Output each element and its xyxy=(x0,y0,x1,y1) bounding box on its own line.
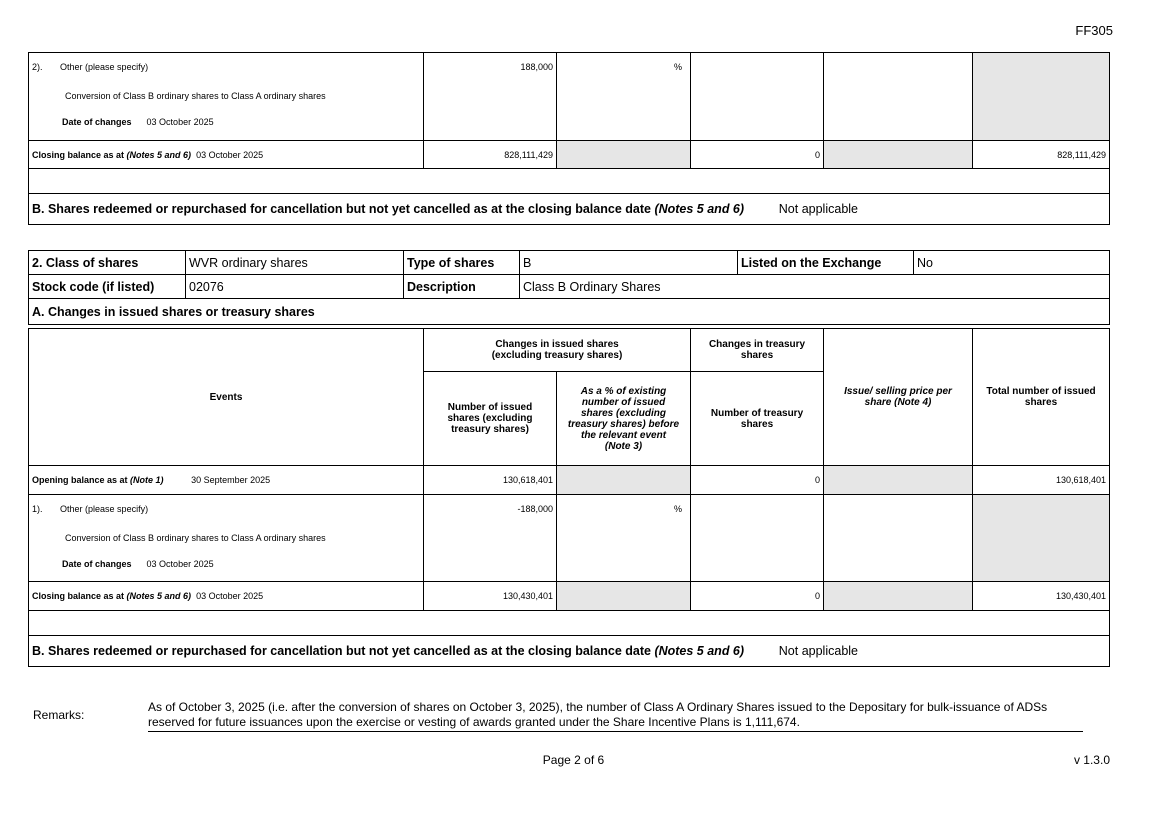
closing-issued-shares: 828,111,429 xyxy=(424,141,557,169)
issued-group-line-2: (excluding treasury shares) xyxy=(491,350,623,361)
redeemed-label: B. Shares redeemed or repurchased for cancellation but not yet cancelled as at the closing balance date xyxy=(32,202,651,216)
treasury-group-line-1: Changes in treasury xyxy=(708,339,806,350)
redeemed-row xyxy=(29,194,1110,225)
redeemed-row xyxy=(29,636,1110,667)
event-percentage: % xyxy=(557,495,691,582)
closing-label: Closing balance as at xyxy=(32,591,125,601)
date-of-changes-label: Date of changes xyxy=(62,117,132,127)
remarks-text: As of October 3, 2025 (i.e. after the conversion of shares on October 3, 2025), the number of Class A Ordinary Shares issued to the Depositary for bulk-issuance of ADSs reserved for future issuances upon the exercise or vesting of awards granted under the Share Incentive Plans is 1,111,674. xyxy=(148,700,1083,732)
date-of-changes-value: 03 October 2025 xyxy=(146,117,214,127)
events-header: Events xyxy=(29,329,424,466)
closing-date: 03 October 2025 xyxy=(196,591,264,601)
stock-label: Stock code (if listed) xyxy=(29,275,186,299)
class-row xyxy=(29,251,1110,275)
description-label: Description xyxy=(404,275,520,299)
changes-title-row xyxy=(29,299,1110,325)
section1-table xyxy=(28,52,1110,225)
num-issued-line-2: shares (excluding xyxy=(447,413,533,424)
closing-percentage xyxy=(557,141,691,169)
num-issued-header xyxy=(424,372,557,466)
redeemed-label: B. Shares redeemed or repurchased for cancellation but not yet cancelled as at the closing balance date xyxy=(32,644,651,658)
stock-row xyxy=(29,275,1110,299)
listed-value: No xyxy=(914,251,1110,275)
event-price xyxy=(824,495,973,582)
description-value: Class B Ordinary Shares xyxy=(520,275,1110,299)
event-price xyxy=(824,53,973,141)
treasury-group-line-2: shares xyxy=(740,350,774,361)
redeemed-value: Not applicable xyxy=(778,202,858,216)
opening-notes: (Note 1) xyxy=(130,475,164,485)
event-issued-shares: 188,000 xyxy=(424,53,557,141)
redeemed-notes: (Notes 5 and 6) xyxy=(654,202,745,216)
closing-date: 03 October 2025 xyxy=(196,149,264,160)
event-cell xyxy=(29,53,424,141)
closing-label-cell xyxy=(29,141,424,169)
event-type: Other (please specify) xyxy=(60,504,149,514)
page-number: Page 2 of 6 xyxy=(542,753,605,767)
event-row xyxy=(29,53,1110,141)
treasury-group-header xyxy=(691,329,824,372)
closing-total: 130,430,401 xyxy=(973,582,1110,611)
header-row-1 xyxy=(29,329,1110,372)
event-treasury-shares xyxy=(691,53,824,141)
pct-line-2: number of issued xyxy=(581,396,666,408)
type-label: Type of shares xyxy=(404,251,520,275)
total-header-line-2: shares xyxy=(1024,397,1058,408)
closing-treasury-shares: 0 xyxy=(691,141,824,169)
redeemed-notes: (Notes 5 and 6) xyxy=(654,644,745,658)
spacer-row xyxy=(29,169,1110,194)
date-of-changes-value: 03 October 2025 xyxy=(146,559,214,569)
opening-issued-shares: 130,618,401 xyxy=(424,466,557,495)
opening-label: Opening balance as at xyxy=(32,475,128,485)
percentage-header xyxy=(557,372,691,466)
closing-row xyxy=(29,582,1110,611)
class-label: 2. Class of shares xyxy=(29,251,186,275)
event-percentage: % xyxy=(557,53,691,141)
num-treasury-line-1: Number of treasury xyxy=(710,407,804,419)
opening-total: 130,618,401 xyxy=(973,466,1110,495)
event-row xyxy=(29,495,1110,582)
spacer-cell xyxy=(29,169,1110,194)
remarks-label: Remarks: xyxy=(33,708,85,722)
event-description: Conversion of Class B ordinary shares to Class A ordinary shares xyxy=(65,91,326,101)
closing-price xyxy=(824,141,973,169)
type-value: B xyxy=(520,251,738,275)
opening-row xyxy=(29,466,1110,495)
section2-changes-table xyxy=(28,328,1110,667)
closing-treasury-shares: 0 xyxy=(691,582,824,611)
price-header xyxy=(824,329,973,466)
num-issued-line-1: Number of issued xyxy=(447,402,533,413)
form-code: FF305 xyxy=(1075,23,1113,38)
stock-value: 02076 xyxy=(186,275,404,299)
num-treasury-line-2: shares xyxy=(740,418,774,430)
listed-label: Listed on the Exchange xyxy=(738,251,914,275)
event-total xyxy=(973,53,1110,141)
opening-percentage xyxy=(557,466,691,495)
event-total xyxy=(973,495,1110,582)
event-number: 2). xyxy=(32,62,43,72)
event-description: Conversion of Class B ordinary shares to Class A ordinary shares xyxy=(65,533,326,543)
opening-price xyxy=(824,466,973,495)
closing-row xyxy=(29,141,1110,169)
changes-title: A. Changes in issued shares or treasury shares xyxy=(29,299,1110,325)
closing-total: 828,111,429 xyxy=(973,141,1110,169)
opening-treasury-shares: 0 xyxy=(691,466,824,495)
price-header-line-1: Issue/ selling price per xyxy=(844,386,952,397)
closing-label: Closing balance as at xyxy=(32,149,125,160)
event-treasury-shares xyxy=(691,495,824,582)
opening-label-cell xyxy=(29,466,424,495)
total-header-line-1: Total number of issued xyxy=(986,386,1096,397)
num-treasury-header xyxy=(691,372,824,466)
event-cell xyxy=(29,495,424,582)
issued-group-line-1: Changes in issued shares xyxy=(495,339,619,350)
spacer-cell xyxy=(29,611,1110,636)
pct-line-1: As a % of existing xyxy=(580,385,667,397)
pct-line-4: treasury shares) before xyxy=(567,418,680,430)
date-of-changes-label: Date of changes xyxy=(62,559,132,569)
pct-line-5: the relevant event xyxy=(580,429,667,441)
closing-percentage xyxy=(557,582,691,611)
event-issued-shares: -188,000 xyxy=(424,495,557,582)
redeemed-cell xyxy=(29,636,1110,667)
pct-line-6: (Note 3) xyxy=(604,440,643,452)
closing-notes: (Notes 5 and 6) xyxy=(126,591,192,601)
class-value: WVR ordinary shares xyxy=(186,251,404,275)
spacer-row xyxy=(29,611,1110,636)
issued-shares-group-header xyxy=(424,329,691,372)
closing-price xyxy=(824,582,973,611)
redeemed-cell xyxy=(29,194,1110,225)
num-issued-line-3: treasury shares) xyxy=(451,424,529,435)
closing-label-cell xyxy=(29,582,424,611)
event-number: 1). xyxy=(32,504,43,514)
class-of-shares-table xyxy=(28,250,1110,325)
closing-notes: (Notes 5 and 6) xyxy=(126,149,192,160)
pct-line-3: shares (excluding xyxy=(580,407,667,419)
price-header-line-2: share (Note 4) xyxy=(864,397,932,408)
version: v 1.3.0 xyxy=(1073,753,1110,767)
total-header xyxy=(973,329,1110,466)
opening-date: 30 September 2025 xyxy=(191,475,271,485)
closing-issued-shares: 130,430,401 xyxy=(424,582,557,611)
redeemed-value: Not applicable xyxy=(778,644,858,658)
event-type: Other (please specify) xyxy=(60,62,149,72)
